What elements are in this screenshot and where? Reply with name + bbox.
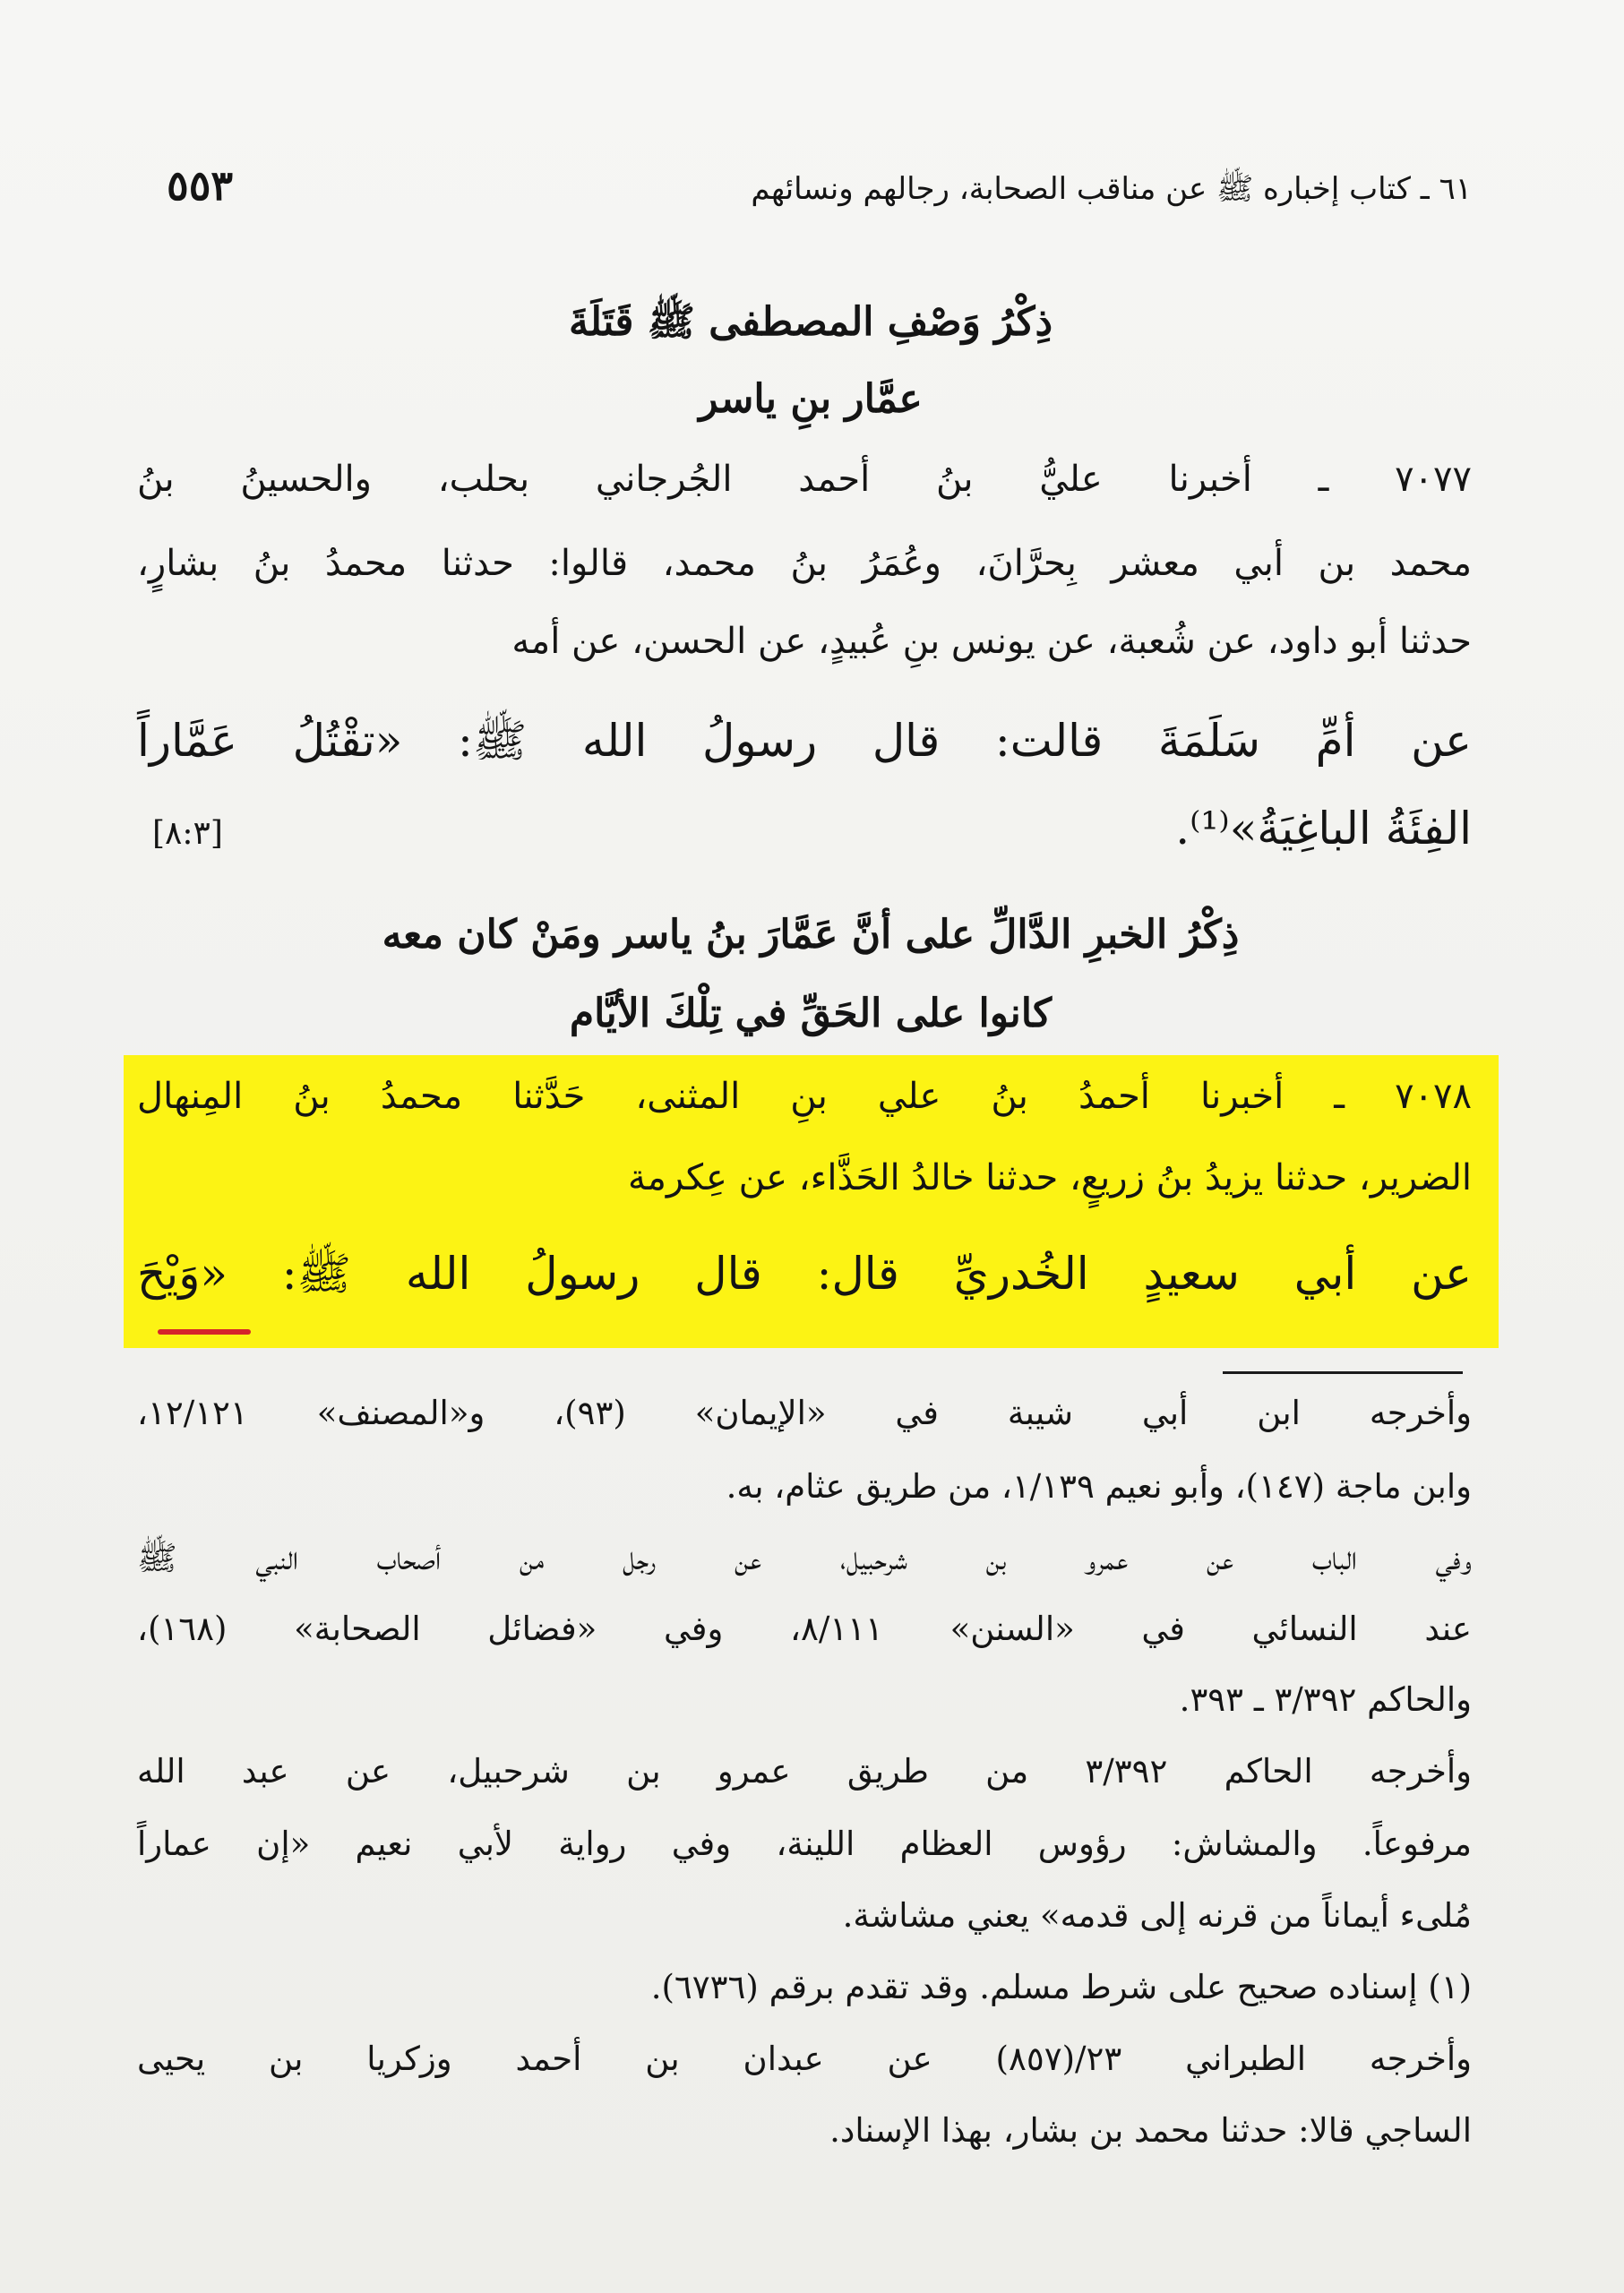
- section-heading-1-line-1: ذِكْرُ وَصْفِ المصطفى ﷺ قَتَلَةَ: [568, 299, 1053, 345]
- hadith-7078-line-1: ٧٠٧٨ ـ أخبرنا أحمدُ بنُ علي بنِ المثنى، حَدَّثنا محمدُ بنُ المِنهال: [137, 1076, 1472, 1117]
- footnote-line-8: مُلىء أيماناً من قرنه إلى قدمه» يعني مشاشة.: [842, 1896, 1472, 1935]
- section-heading-2-line-2: كانوا على الحَقِّ في تِلْكَ الأيَّام: [569, 991, 1053, 1036]
- section-heading-2-line-1: ذِكْرُ الخبرِ الدَّالِّ على أنَّ عَمَّارَ بنُ ياسر ومَنْ كان معه: [382, 912, 1240, 958]
- footnote-line-2: وابن ماجة (١٤٧)، وأبو نعيم ١/١٣٩، من طريق عثام، به.: [726, 1467, 1472, 1506]
- footnote-line-3: وفي الباب عن عمرو بن شرحبيل، عن رجل من أصحاب النبي ﷺ: [137, 1539, 1472, 1577]
- hadith-7078-line-3: عن أبي سعيدٍ الخُدريِّ قال: قال رسولُ الله ﷺ: «وَيْحَ: [137, 1248, 1472, 1300]
- hadith-7077-line-5: الفِئَةُ الباغِيَةُ»⁽¹⁾.: [1175, 803, 1472, 855]
- hadith-7077-line-2: محمد بن أبي معشر بِحرَّانَ، وعُمَرُ بنُ محمد، قالوا: حدثنا محمدُ بنُ بشارٍ،: [137, 543, 1472, 584]
- footnote-separator: [1223, 1371, 1463, 1374]
- footnote-line-6: وأخرجه الحاكم ٣/٣٩٢ من طريق عمرو بن شرحبيل، عن عبد الله: [137, 1752, 1473, 1791]
- hadith-7077-line-4: عن أمِّ سَلَمَةَ قالت: قال رسولُ الله ﷺ: «تقْتُلُ عَمَّاراً: [137, 715, 1472, 767]
- footnote-line-1: وأخرجه ابن أبي شيبة في «الإيمان» (٩٣)، و«المصنف» ١٢/١٢١،: [137, 1394, 1472, 1432]
- footnote-line-4: عند النسائي في «السنن» ٨/١١١، وفي «فضائل الصحابة» (١٦٨)،: [137, 1610, 1472, 1648]
- red-underline-mark: [158, 1329, 251, 1335]
- page-number: ٥٥٣: [167, 161, 234, 210]
- footnote-line-5: والحاكم ٣/٣٩٢ ـ ٣٩٣.: [1179, 1680, 1472, 1719]
- reference-marker: [٨:٣]: [152, 815, 223, 852]
- hadith-7078-line-2: الضرير، حدثنا يزيدُ بنُ زريعٍ، حدثنا خالدُ الحَذَّاء، عن عِكرمة: [628, 1157, 1472, 1198]
- section-heading-1-line-2: عمَّار بنِ ياسر: [699, 376, 923, 422]
- footnote-line-11: الساجي قالا: حدثنا محمد بن بشار، بهذا الإسناد.: [829, 2111, 1472, 2150]
- footnote-line-9: (١) إسناده صحيح على شرط مسلم. وقد تقدم برقم (٦٧٣٦).: [650, 1968, 1472, 2006]
- hadith-7077-line-3: حدثنا أبو داود، عن شُعبة، عن يونس بنِ عُبيدٍ، عن الحسن، عن أمه: [511, 621, 1472, 662]
- footnote-line-10: وأخرجه الطبراني ٢٣/(٨٥٧) عن عبدان بن أحمد وزكريا بن يحيى: [137, 2040, 1472, 2078]
- hadith-7077-line-1: ٧٠٧٧ ـ أخبرنا عليُّ بنُ أحمد الجُرجاني بحلب، والحسينُ بنُ: [137, 459, 1472, 500]
- running-header: ٦١ ـ كتاب إخباره ﷺ عن مناقب الصحابة، رجالهم ونسائهم: [751, 171, 1472, 207]
- footnote-line-7: مرفوعاً. والمشاش: رؤوس العظام اللينة، وفي رواية لأبي نعيم «إن عماراً: [137, 1825, 1473, 1863]
